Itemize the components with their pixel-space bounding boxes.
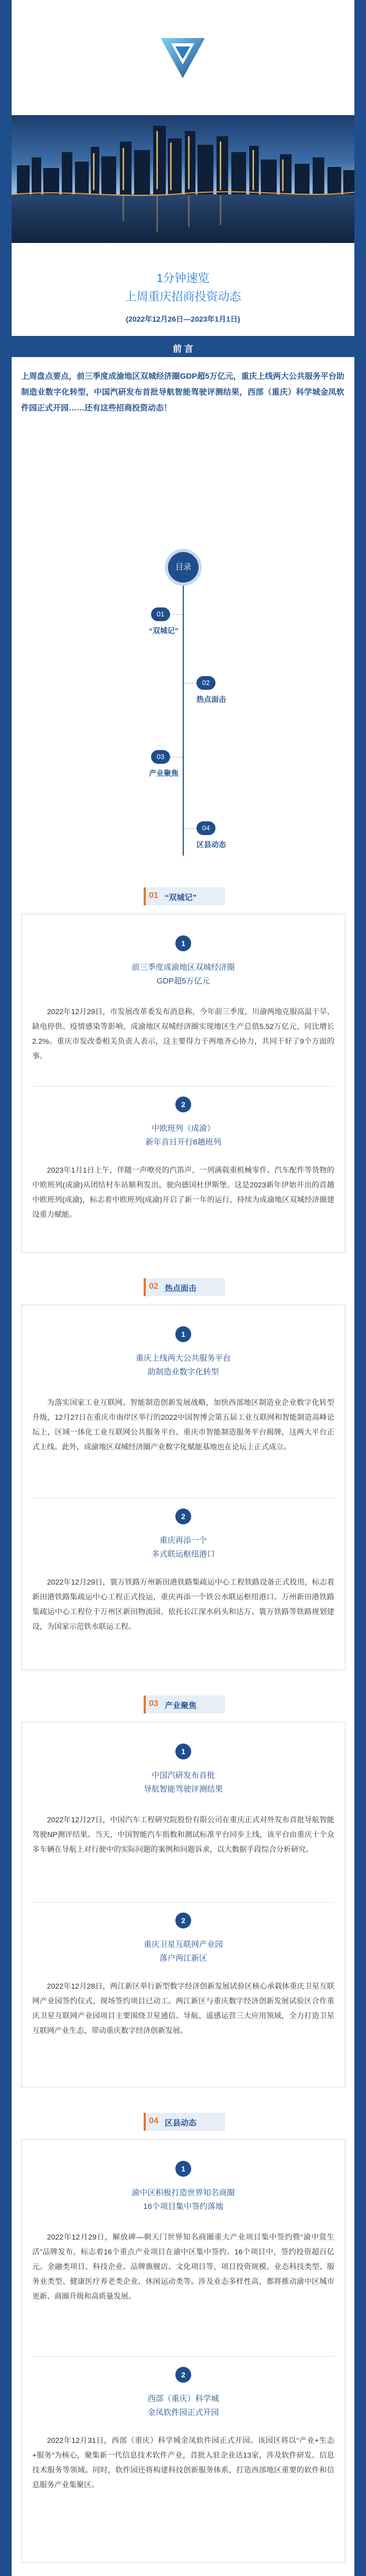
item-body: 2022年12月27日，中国汽车工程研究院股份有限公司在重庆正式对外发布首批导航智能驾驶NP测评结果。当天，中国智能汽车指数和测试标准平台同步上线，该平台由重庆十个众多车辆在导航上对行驶中的实际问题的案例和问题诉求，以大数据手段综合分析研究。 [32,1815,334,1853]
toc-badge: 目录 [168,552,199,583]
item-number: 1 [175,935,191,951]
divider [32,2356,334,2357]
item-body: 2022年12月29日，解放碑—朝天门世界知名商圈重大产业项目集中签约暨“渝中赏生活”品牌发布，标志着16个重点产业项目在渝中区集中签约。16个项目中，签约投资超百亿元。金融类项目、科技企业、品牌旗舰店、文化项目等，项目投资规模、业态科技类型、服务业类型、健康医疗养老类企业、休闲运动类等。涉及业态多样性高，都将推动渝中区城市更新、商圈升级和高质量发展。 [32,2233,334,2300]
city-skyline-image [12,115,354,243]
item-number: 1 [175,1326,191,1342]
toc-timeline [183,570,184,856]
section-01-title: “双城记” [165,893,197,902]
toc-connector [184,828,196,829]
section-04-header [144,2113,223,2131]
item-number: 1 [175,2161,191,2177]
section-03-title: 产业聚焦 [165,1701,197,1710]
toc-item-4-number[interactable]: 04 [196,821,215,835]
item-title: 重庆上线两大公共服务平台 助制造业数字化转型 [135,1354,231,1376]
page-title-line1: 1分钟速览 [156,271,210,285]
item-number: 1 [175,1744,191,1759]
item-title: 渝中区积极打造世界知名商圈 16个项目集中签约落地 [132,2188,235,2211]
date-range: (2022年12月26日—2023年1月1日) [126,315,240,323]
toc-item-2-label[interactable]: 热点面击 [196,695,226,704]
toc-item-3-number[interactable]: 03 [151,750,170,764]
item-number: 2 [175,1913,191,1928]
brand-logo-icon [156,32,209,85]
page-title-line2: 上周重庆招商投资动态 [125,290,241,303]
item-body: 2022年12月29日，市发展改革委发布消息称，今年前三季度，川渝两地克服高温干旱、缺电停供、疫情感染等影响，成渝地区双城经济圈实现地区生产总值5.52万亿元，同比增长2.2%。重庆市发改委相关负责人表示，这主要得力于两地齐心协力，共同干好了9个方面的事。 [32,1007,334,1060]
section-03-card [21,1722,345,2087]
section-03-number: 03 [149,1699,158,1708]
preface-text: 上周盘点要点，前三季度成渝地区双城经济圈GDP超5万亿元，重庆上线两大公共服务平台助制造业数字化转型，中国汽研发布首批导航智能驾驶评测结果，西部（重庆）科学城金凤软件园正式开园……还有这些招商投资动态！ [21,372,344,413]
section-04-title: 区县动态 [165,2119,197,2128]
section-02-header [144,1278,223,1296]
item-body: 2022年12月29日，寰万铁路万州新田港铁路集疏运中心工程铁路设备正式投用，标志着新田港铁路集疏运中心工程正式投运，重庆再添一个铁公水联运枢纽港口。万州新田港铁路集疏运中心工程位于万州区新田物流园，依托长江深水码头和达万、寰万铁路等铁路规划建设，为国家示范铁水联运工程。 [32,1578,334,1631]
item-body: 2023年1月1日上午，伴随一声嘹亮的汽笛声，一列满载重机械零件、汽车配件等货物的中欧班列(成渝)从团结村车站顺利发出，驶向德国杜伊斯堡。这是2023新年伊始开出的首趟中欧班列(成渝)，标志着中欧班列(成渝)开启了新一年的运行，持续为成渝地区双城经济圈建设重力赋能。 [32,1166,334,1219]
item-number: 2 [175,1509,191,1524]
item-title: 中国汽研发布首批 导航智能驾驶评测结果 [143,1771,223,1794]
toc-connector [170,757,183,758]
hero-banner [12,0,354,243]
toc-item-4-label[interactable]: 区县动态 [196,840,226,849]
item-title: 重庆再添一个 多式联运枢纽港口 [151,1536,215,1559]
divider [32,1902,334,1903]
section-01-card [21,914,345,1253]
section-02-title: 热点面击 [165,1284,197,1293]
section-04-card [21,2139,345,2563]
toc-item-3-label[interactable]: 产业聚焦 [149,769,179,778]
item-title: 重庆卫星互联网产业园 落户两江新区 [143,1940,223,1963]
section-02-card [21,1305,345,1670]
preface-heading: 前 言 [173,344,193,354]
toc-connector [184,683,196,684]
toc-item-2-number[interactable]: 02 [196,676,215,690]
item-body: 2022年12月28日，两江新区举行新型数字经济创新发展试验区核心承载体重庆卫星互联网产业园签约仪式，现场签约项目已动工。两江新区与重庆数字经济创新发展试验区合作重庆卫星互联网产业园项目主要围绕卫星通信、导航、遥感运营三大应用领域，全力打造卫星互联网产业生态，带动重庆数字经济创新发展。 [32,1982,334,2035]
section-04-number: 04 [149,2116,158,2125]
item-number: 2 [175,2367,191,2383]
toc-item-1-number[interactable]: 01 [151,607,170,621]
section-01-number: 01 [149,891,158,900]
section-03-header [144,1696,223,1713]
item-body: 2022年12月31日，西部（重庆）科学城金凤软件园正式开园。该园区将以“产业+生态+服务”为核心，聚集新一代信息技术软件产业，首批入驻企业达13家，涉及软件研发、信息技术服务等领域。同时，软件园还将构建科技创新服务体系，打造西部地区重要的软件和信息服务产业集聚区。 [32,2436,334,2489]
preface-header [12,336,354,357]
item-number: 2 [175,1097,191,1112]
section-02-number: 02 [149,1282,158,1291]
section-01-header [144,887,223,905]
toc-connector [170,614,183,615]
item-body: 为落实国家工业互联网、智能制造创新发展战略，加快西部地区制造业企业数字化转型升级，12月27日在重庆市南岸区举行的2022中国智博会第五届工业互联网和智能制造高峰论坛上，区域一体化工业互联网公共服务平台、重庆市智能制造服务平台揭牌，这两大平台正式上线。此外，成渝地区双城经济圈产业数字化赋能基地也在论坛上正式成立。 [32,1398,334,1451]
toc-item-1-label[interactable]: “双城记” [149,626,179,635]
item-title: 前三季度成渝地区双城经济圈 GDP超5万亿元 [132,963,235,986]
item-title: 西部（重庆）科学城 金凤软件园正式开园 [147,2394,219,2417]
item-title: 中欧班列（成渝） 新年首日开行6趟班列 [145,1124,221,1147]
